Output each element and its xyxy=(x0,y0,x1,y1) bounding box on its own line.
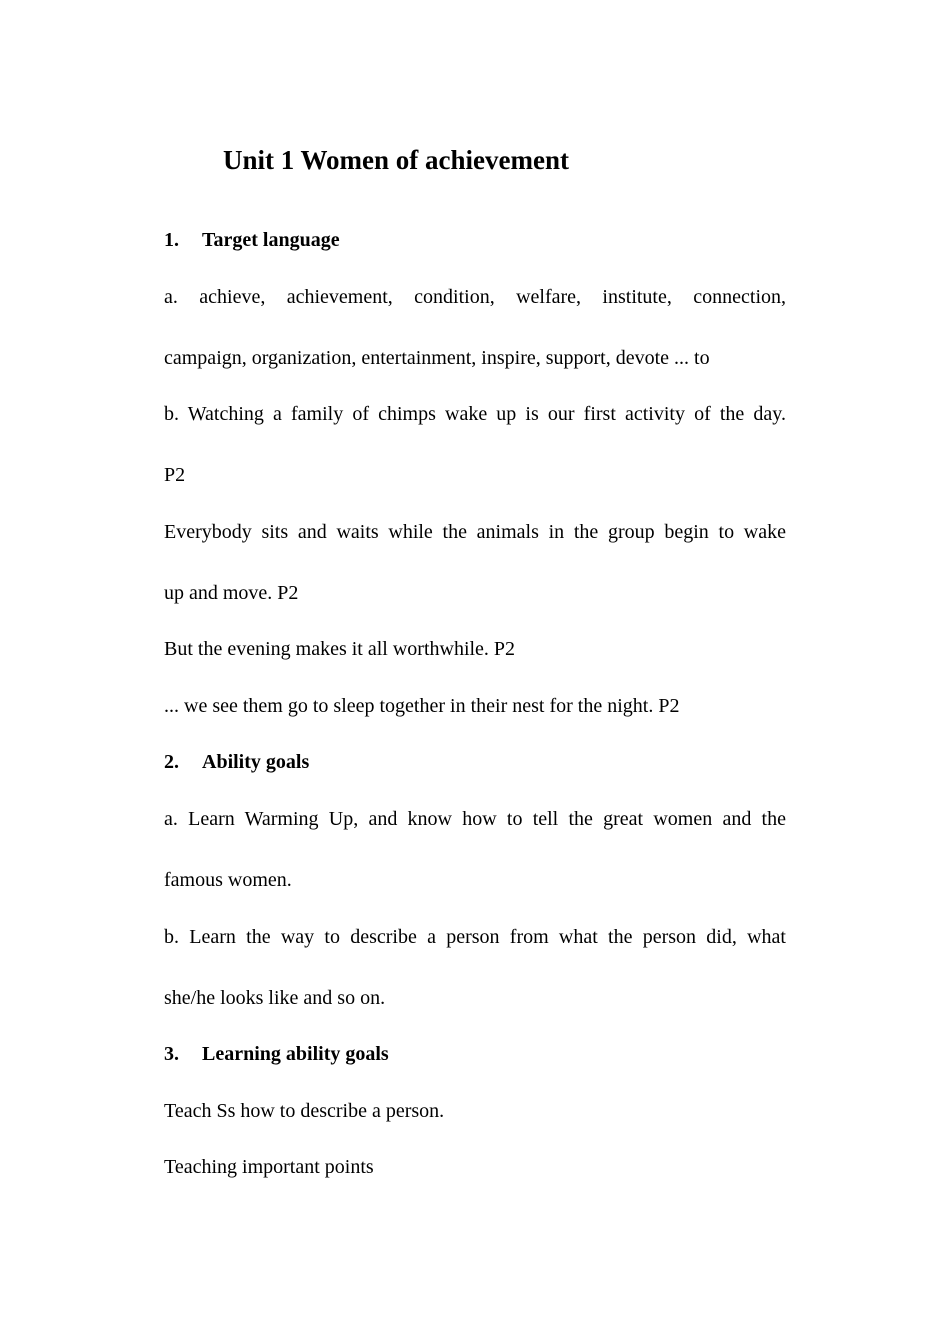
section-heading-learning-ability-goals xyxy=(164,1040,786,1068)
section-heading-target-language xyxy=(164,226,786,254)
section-heading-ability-goals xyxy=(164,748,786,776)
paragraph-line: P2 xyxy=(164,464,186,486)
paragraph-line: campaign, organization, entertainment, inspire, support, devote ... to xyxy=(164,347,710,369)
document-title: Unit 1 Women of achievement xyxy=(223,145,569,175)
section-number: 2. xyxy=(164,751,179,773)
paragraph-line: a. achieve, achievement, condition, welfare, institute, connection, xyxy=(164,286,786,308)
paragraph-line: famous women. xyxy=(164,869,292,891)
paragraph-line: Everybody sits and waits while the animals in the group begin to wake xyxy=(164,521,786,543)
paragraph-line: she/he looks like and so on. xyxy=(164,987,386,1009)
section-number: 1. xyxy=(164,229,179,251)
section-heading-text: Target language xyxy=(202,229,340,251)
paragraph-line: Teach Ss how to describe a person. xyxy=(164,1100,445,1122)
paragraph-line: a. Learn Warming Up, and know how to tell the great women and the xyxy=(164,808,786,830)
section-heading-text: Learning ability goals xyxy=(202,1043,389,1065)
paragraph-line: b. Watching a family of chimps wake up is our first activity of the day. xyxy=(164,403,786,425)
paragraph-line: b. Learn the way to describe a person from what the person did, what xyxy=(164,926,786,948)
section-number: 3. xyxy=(164,1043,179,1065)
paragraph-line: ... we see them go to sleep together in their nest for the night. P2 xyxy=(164,695,680,717)
paragraph-line: up and move. P2 xyxy=(164,582,299,604)
paragraph-line: But the evening makes it all worthwhile. P2 xyxy=(164,638,516,660)
section-heading-text: Ability goals xyxy=(202,751,310,773)
paragraph-line: Teaching important points xyxy=(164,1156,374,1178)
